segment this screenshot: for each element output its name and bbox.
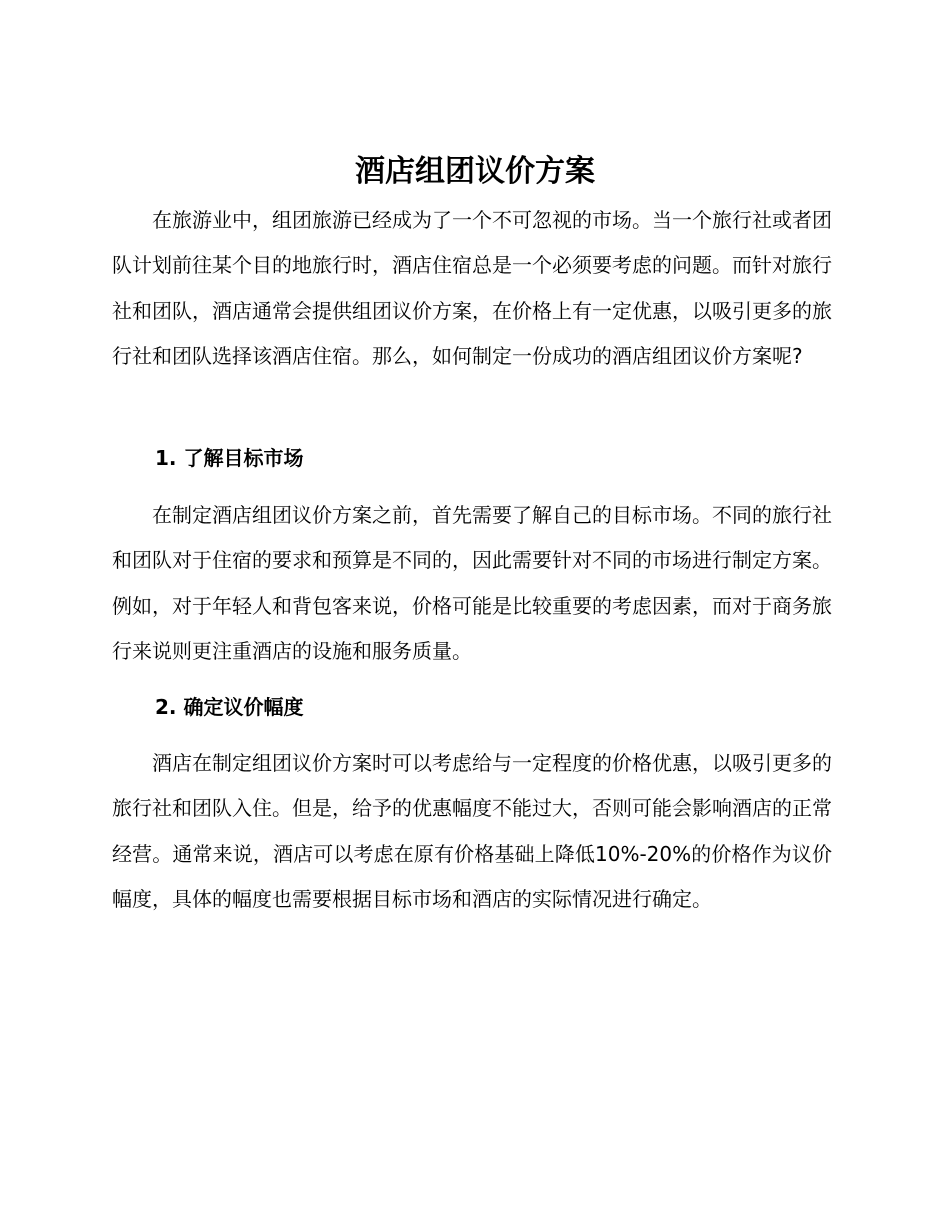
section-heading-price-range: 2. 确定议价幅度 [155, 695, 304, 719]
intro-paragraph: 在旅游业中，组团旅游已经成为了一个不可忽视的市场。当一个旅行社或者团队计划前往某个目的地旅行时，酒店住宿总是一个必须要考虑的问题。而针对旅行社和团队，酒店通常会提供组团议价方案，在价格上有一定优惠，以吸引更多的旅行社和团队选择该酒店住宿。那么，如何制定一份成功的酒店组团议价方案呢? [112, 208, 832, 369]
section-body-price-range: 酒店在制定组团议价方案时可以考虑给与一定程度的价格优惠，以吸引更多的旅行社和团队入住。但是，给予的优惠幅度不能过大，否则可能会影响酒店的正常经营。通常来说，酒店可以考虑在原有价格基础上降低10%-20%的价格作为议价幅度，具体的幅度也需要根据目标市场和酒店的实际情况进行确定。 [112, 751, 832, 912]
document-title: 酒店组团议价方案 [355, 154, 595, 189]
section-heading-target-market: 1. 了解目标市场 [155, 446, 304, 470]
section-body-target-market: 在制定酒店组团议价方案之前，首先需要了解自己的目标市场。不同的旅行社和团队对于住宿的要求和预算是不同的，因此需要针对不同的市场进行制定方案。例如，对于年轻人和背包客来说，价格可能是比较重要的考虑因素，而对于商务旅行来说则更注重酒店的设施和服务质量。 [112, 503, 832, 664]
